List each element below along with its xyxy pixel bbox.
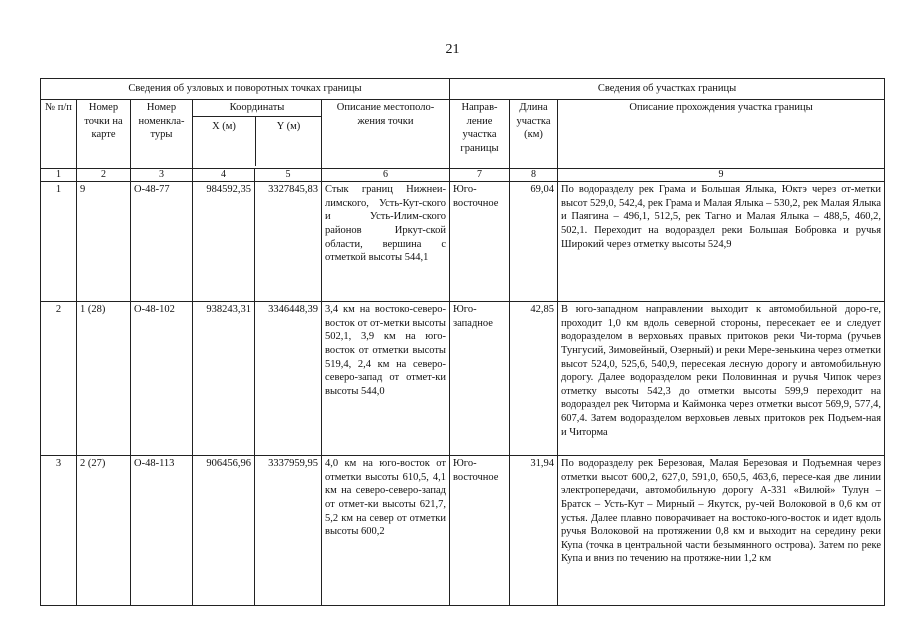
header-columns-row bbox=[41, 100, 885, 169]
table-row bbox=[41, 182, 885, 302]
header-group-sections: Сведения об участках границы bbox=[450, 79, 885, 100]
row-description: В юго-западном направлении выходит к автомобильной доро-ге, проходит 1,0 км вдоль северной стороны, пересекает ее и следует водоразделом в верховьях правых притоков реки Чи-торма (ручьев Тунгусий, Зимовейный, Озерный) и реки Мере-зенькина через отметки высот 524,0, 525,6, 540,9, пересекая лесную дорогу и автомобильную дорогу. Далее водоразделом реки Половинная и ручья Чипок через отметку высоты 542,3 до отметки высоты 599,9 переходит на водораздел рек Читорма и Каймонка через отметки высот 569,9, 577,4, 607,4. Затем водоразделом верховьев левых притоков рек Подъем-ная и Читорма bbox=[558, 302, 885, 456]
row-length: 42,85 bbox=[510, 302, 558, 456]
header-group-nodes: Сведения об узловых и поворотных точках границы bbox=[41, 79, 450, 100]
header-col-nomenclature: Номер номенкла-туры bbox=[131, 100, 193, 169]
row-y: 3337959,95 bbox=[255, 456, 322, 606]
row-x: 906456,96 bbox=[193, 456, 255, 606]
column-index: 1 bbox=[41, 169, 77, 182]
row-description: По водоразделу рек Березовая, Малая Березовая и Подъемная через отметки высот 600,2, 627,0, 591,0, 650,5, 463,6, пересе-кая две линии электропередачи, автомобильную дорогу А-331 «Вилюй» Тулун – Братск – Усть-Кут – Мирный – Якутск, ру-чей Волоковой в 0,6 км от устья. Далее плавно поворачивает на востоко-юго-восток и идет вдоль ручья Волоковой на протяжении 0,8 км и выходит на середину реки Купа (точка в центральной части безымянного острова). Затем по реке Купа и вниз по течению на протяже-нии 1,2 км bbox=[558, 456, 885, 606]
header-col-y: Y (м) bbox=[276, 121, 301, 132]
page-number: 21 bbox=[445, 42, 460, 57]
row-location: 4,0 км на юго-восток от отметки высоты 610,5, 4,1 км на северо-северо-запад от отмет-ки высоты 621,7, 5,2 км на север от отметки высоты 600,2 bbox=[322, 456, 450, 606]
row-direction: Юго-восточное bbox=[450, 182, 510, 302]
header-col-num: № п/п bbox=[41, 100, 77, 169]
row-direction: Юго-восточное bbox=[450, 456, 510, 606]
column-index: 6 bbox=[322, 169, 450, 182]
row-point: 9 bbox=[77, 182, 131, 302]
column-index: 2 bbox=[77, 169, 131, 182]
header-col-x: X (м) bbox=[193, 117, 256, 166]
column-index: 9 bbox=[558, 169, 885, 182]
row-length: 69,04 bbox=[510, 182, 558, 302]
boundary-table bbox=[40, 78, 885, 606]
row-x: 938243,31 bbox=[193, 302, 255, 456]
header-col-location: Описание местополо-жения точки bbox=[322, 100, 450, 169]
table-row bbox=[41, 456, 885, 606]
column-index-row bbox=[41, 169, 885, 182]
header-col-direction: Направ-ление участка границы bbox=[450, 100, 510, 169]
row-direction: Юго-западное bbox=[450, 302, 510, 456]
column-index: 5 bbox=[255, 169, 322, 182]
row-num: 1 bbox=[41, 182, 77, 302]
header-col-description: Описание прохождения участка границы bbox=[558, 100, 885, 169]
row-location: Стык границ Нижнеи-лимского, Усть-Кут-ского и Усть-Илим-ского районов Иркут-ской области, вершина с отметкой высоты 544,1 bbox=[322, 182, 450, 302]
column-index: 8 bbox=[510, 169, 558, 182]
header-coordinates-label: Координаты bbox=[193, 100, 321, 117]
header-col-point: Номер точки на карте bbox=[77, 100, 131, 169]
row-point: 2 (27) bbox=[77, 456, 131, 606]
row-length: 31,94 bbox=[510, 456, 558, 606]
row-x: 984592,35 bbox=[193, 182, 255, 302]
row-y: 3346448,39 bbox=[255, 302, 322, 456]
row-num: 3 bbox=[41, 456, 77, 606]
row-description: По водоразделу рек Грама и Большая Ялыка, Юктэ через от-метки высот 529,0, 542,4, рек Грама и Малая Ялыка – 530,2, рек Малая Ялыка и Паягина – 496,1, 512,5, рек Тагно и Малая Ялыка – 488,5, 460,2, 502,1. Переходит на водораздел реки Большая Бобровка и ручья Широкий через отметку высоты 524,9 bbox=[558, 182, 885, 302]
table-row bbox=[41, 302, 885, 456]
row-point: 1 (28) bbox=[77, 302, 131, 456]
row-y: 3327845,83 bbox=[255, 182, 322, 302]
column-index: 7 bbox=[450, 169, 510, 182]
column-index: 4 bbox=[193, 169, 255, 182]
row-nomenclature: O-48-113 bbox=[131, 456, 193, 606]
header-group-row bbox=[41, 79, 885, 100]
column-index: 3 bbox=[131, 169, 193, 182]
header-col-length: Длина участка (км) bbox=[510, 100, 558, 169]
header-col-coordinates bbox=[193, 100, 322, 169]
row-num: 2 bbox=[41, 302, 77, 456]
row-nomenclature: O-48-102 bbox=[131, 302, 193, 456]
row-nomenclature: O-48-77 bbox=[131, 182, 193, 302]
row-location: 3,4 км на востоко-северо-восток от от-метки высоты 502,1, 3,9 км на юго-восток от отметки высоты 519,4, 2,4 км на северо-северо-запад от отмет-ки высоты 544,0 bbox=[322, 302, 450, 456]
